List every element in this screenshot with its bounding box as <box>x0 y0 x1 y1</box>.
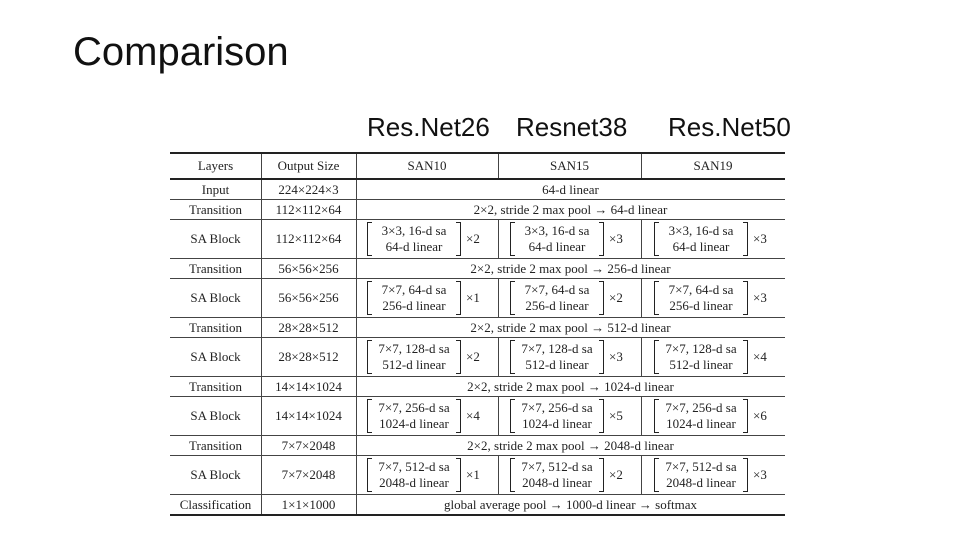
block-bracket <box>654 399 748 433</box>
column-separator <box>356 154 357 178</box>
block-bracket <box>367 458 461 492</box>
column-separator <box>498 154 499 178</box>
block-bracket <box>654 340 748 374</box>
block-line-1: 7×7, 128-d sa <box>665 341 737 356</box>
block-line-1: 7×7, 512-d sa <box>378 459 450 474</box>
output-size-cell: 28×28×512 <box>278 319 339 335</box>
block-multiplier: ×3 <box>753 231 767 246</box>
column-separator <box>261 318 262 337</box>
sa-block-spec <box>654 222 767 256</box>
sa-block-spec <box>367 340 480 374</box>
layer-cell: SA Block <box>190 408 241 423</box>
layer-cell: Input <box>201 181 230 197</box>
column-separator <box>261 377 262 396</box>
block-line-2: 256-d linear <box>669 298 733 313</box>
block-line-2: 1024-d linear <box>522 416 592 431</box>
block-multiplier: ×2 <box>466 349 480 364</box>
block-bracket <box>510 222 604 256</box>
output-size-cell: 7×7×2048 <box>281 437 336 453</box>
layer-cell: SA Block <box>190 290 241 305</box>
block-line-1: 7×7, 64-d sa <box>381 282 447 297</box>
block-multiplier: ×6 <box>753 408 767 423</box>
block-bracket <box>510 281 604 315</box>
sa-block-spec <box>510 222 623 256</box>
output-size-cell: 112×112×64 <box>275 231 342 246</box>
block-multiplier: ×2 <box>609 290 623 305</box>
sa-block-spec <box>367 281 480 315</box>
column-separator <box>261 436 262 455</box>
layer-cell: Transition <box>189 319 242 335</box>
column-separator <box>261 259 262 278</box>
sa-block-spec <box>654 399 767 433</box>
header-cell: Output Size <box>277 158 340 173</box>
sa-block-spec <box>654 281 767 315</box>
block-line-1: 7×7, 256-d sa <box>521 400 593 415</box>
block-bracket <box>510 399 604 433</box>
sa-block-spec <box>510 340 623 374</box>
block-bracket <box>510 458 604 492</box>
layer-cell: SA Block <box>190 349 241 364</box>
column-separator <box>261 220 262 258</box>
sa-block-spec <box>654 458 767 492</box>
header-cell: Layers <box>197 158 234 173</box>
block-line-2: 256-d linear <box>382 298 446 313</box>
block-line-1: 3×3, 16-d sa <box>381 223 447 238</box>
output-size-cell: 7×7×2048 <box>281 467 336 482</box>
column-separator <box>261 180 262 199</box>
sa-block-spec <box>510 399 623 433</box>
block-multiplier: ×2 <box>466 231 480 246</box>
block-line-2: 256-d linear <box>525 298 589 313</box>
sa-block-spec <box>367 222 480 256</box>
column-separator <box>356 456 357 494</box>
column-separator <box>261 456 262 494</box>
block-line-2: 1024-d linear <box>666 416 736 431</box>
spanning-cell: 2×2, stride 2 max pool → 256-d linear <box>470 260 671 276</box>
block-multiplier: ×2 <box>609 467 623 482</box>
column-separator <box>498 456 499 494</box>
block-bracket <box>510 340 604 374</box>
block-line-1: 7×7, 128-d sa <box>378 341 450 356</box>
spanning-cell: 64-d linear <box>542 181 599 197</box>
block-line-1: 7×7, 512-d sa <box>521 459 593 474</box>
block-line-2: 512-d linear <box>669 357 733 372</box>
block-line-1: 3×3, 16-d sa <box>668 223 734 238</box>
block-bracket <box>654 281 748 315</box>
column-separator <box>356 397 357 435</box>
header-cell: SAN10 <box>407 158 447 173</box>
spanning-cell: 2×2, stride 2 max pool → 1024-d linear <box>467 378 674 394</box>
output-size-cell: 14×14×1024 <box>275 378 342 394</box>
layer-cell: Transition <box>189 437 242 453</box>
block-line-2: 2048-d linear <box>379 475 449 490</box>
block-line-1: 7×7, 64-d sa <box>668 282 734 297</box>
block-line-1: 7×7, 512-d sa <box>665 459 737 474</box>
block-line-2: 512-d linear <box>525 357 589 372</box>
output-size-cell: 112×112×64 <box>275 201 342 217</box>
layer-cell: Transition <box>189 260 242 276</box>
column-separator <box>641 456 642 494</box>
column-separator <box>641 397 642 435</box>
column-separator <box>498 220 499 258</box>
column-separator <box>498 279 499 317</box>
table-bottom-rule <box>170 514 785 516</box>
block-multiplier: ×3 <box>753 290 767 305</box>
block-multiplier: ×1 <box>466 467 480 482</box>
column-separator <box>261 495 262 514</box>
layer-cell: Transition <box>189 201 242 217</box>
block-line-2: 512-d linear <box>382 357 446 372</box>
block-line-2: 2048-d linear <box>666 475 736 490</box>
layer-cell: SA Block <box>190 231 241 246</box>
block-line-2: 1024-d linear <box>379 416 449 431</box>
block-line-1: 7×7, 256-d sa <box>378 400 450 415</box>
sa-block-spec <box>510 458 623 492</box>
layer-cell: SA Block <box>190 467 241 482</box>
block-line-2: 2048-d linear <box>522 475 592 490</box>
column-separator <box>356 338 357 376</box>
block-line-2: 64-d linear <box>528 239 586 254</box>
column-separator <box>356 279 357 317</box>
sa-block-spec <box>367 458 480 492</box>
header-cell: SAN19 <box>693 158 733 173</box>
block-multiplier: ×4 <box>466 408 480 423</box>
block-line-1: 3×3, 16-d sa <box>524 223 590 238</box>
block-bracket <box>654 222 748 256</box>
spanning-cell: 2×2, stride 2 max pool → 64-d linear <box>473 201 668 217</box>
block-multiplier: ×3 <box>609 349 623 364</box>
block-bracket <box>367 399 461 433</box>
block-bracket <box>367 281 461 315</box>
column-separator <box>641 279 642 317</box>
block-line-2: 64-d linear <box>385 239 443 254</box>
block-line-1: 7×7, 256-d sa <box>665 400 737 415</box>
output-size-cell: 1×1×1000 <box>281 496 336 512</box>
slide-title: Comparison <box>73 30 289 74</box>
output-size-cell: 14×14×1024 <box>275 408 342 423</box>
architecture-table <box>170 152 785 512</box>
column-heading-resnet26: Res.Net26 <box>367 112 490 142</box>
column-separator <box>641 338 642 376</box>
output-size-cell: 28×28×512 <box>278 349 339 364</box>
spanning-cell: 2×2, stride 2 max pool → 512-d linear <box>470 319 671 335</box>
block-multiplier: ×4 <box>753 349 767 364</box>
block-bracket <box>367 222 461 256</box>
column-separator <box>261 154 262 178</box>
output-size-cell: 56×56×256 <box>278 290 339 305</box>
column-separator <box>498 397 499 435</box>
header-cell: SAN15 <box>549 158 589 173</box>
column-heading-resnet50: Res.Net50 <box>668 112 791 142</box>
output-size-cell: 56×56×256 <box>278 260 339 276</box>
column-separator <box>498 338 499 376</box>
column-heading-resnet38: Resnet38 <box>516 112 628 142</box>
output-size-cell: 224×224×3 <box>278 181 339 197</box>
layer-cell: Classification <box>179 496 252 512</box>
block-line-2: 64-d linear <box>672 239 730 254</box>
block-line-1: 7×7, 64-d sa <box>524 282 590 297</box>
spanning-cell: global average pool → 1000-d linear → softmax <box>443 496 698 512</box>
block-bracket <box>654 458 748 492</box>
block-bracket <box>367 340 461 374</box>
column-separator <box>261 338 262 376</box>
sa-block-spec <box>367 399 480 433</box>
block-line-1: 7×7, 128-d sa <box>521 341 593 356</box>
block-multiplier: ×3 <box>609 231 623 246</box>
column-separator <box>641 220 642 258</box>
spanning-cell: 2×2, stride 2 max pool → 2048-d linear <box>467 437 674 453</box>
block-multiplier: ×5 <box>609 408 623 423</box>
column-separator <box>641 154 642 178</box>
block-multiplier: ×1 <box>466 290 480 305</box>
column-separator <box>261 279 262 317</box>
column-separator <box>356 220 357 258</box>
block-multiplier: ×3 <box>753 467 767 482</box>
layer-cell: Transition <box>189 378 242 394</box>
sa-block-spec <box>510 281 623 315</box>
sa-block-spec <box>654 340 767 374</box>
column-separator <box>261 200 262 219</box>
column-separator <box>261 397 262 435</box>
